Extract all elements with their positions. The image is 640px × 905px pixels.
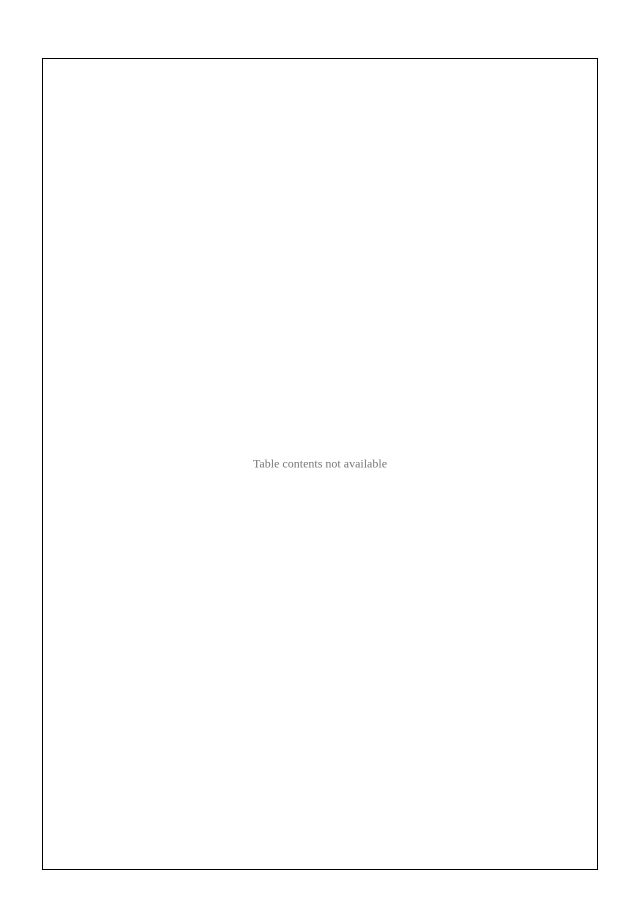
- empty-table-placeholder: Table contents not available: [252, 456, 388, 471]
- budget-table-area: [42, 58, 598, 870]
